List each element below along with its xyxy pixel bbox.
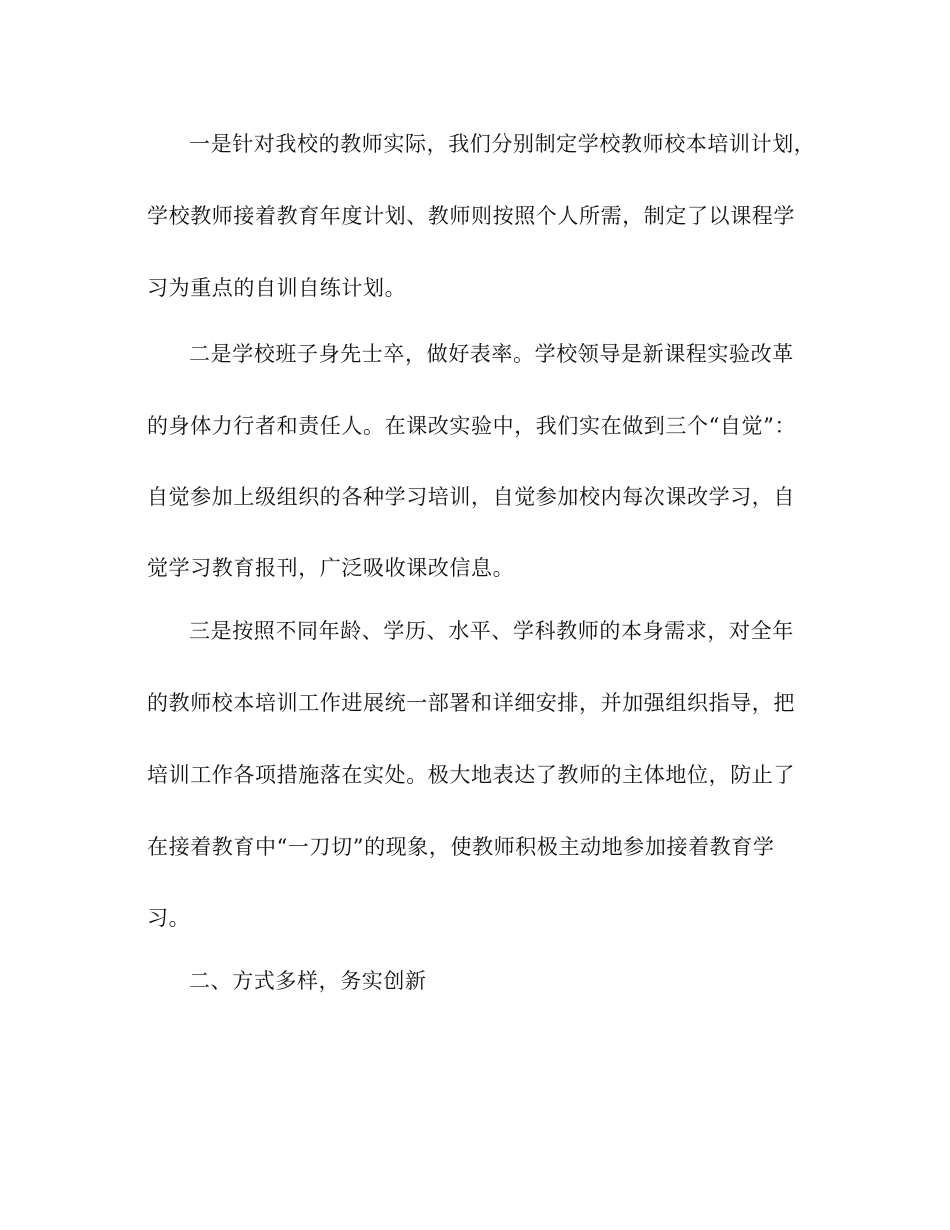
paragraph-1-line-3: 习为重点的自训自练计划。: [147, 276, 407, 300]
paragraph-3-line-2: 的教师校本培训工作进展统一部署和详细安排，并加强组织指导，把: [147, 691, 795, 715]
paragraph-3-line-4: 在接着教育中“一刀切”的现象，使教师积极主动地参加接着教育学: [147, 835, 775, 859]
paragraph-3-line-3: 培训工作各项措施落在实处。极大地表达了教师的主体地位，防止了: [147, 763, 795, 787]
paragraph-2-line-2: 的身体力行者和责任人。在课改实验中，我们实在做到三个“自觉”：: [147, 414, 797, 438]
paragraph-1-line-2: 学校教师接着教育年度计划、教师则按照个人所需，制定了以课程学: [147, 204, 795, 228]
paragraph-1-line-1: 一是针对我校的教师实际，我们分别制定学校教师校本培训计划，: [189, 132, 816, 156]
paragraph-2-line-1: 二是学校班子身先士卒，做好表率。学校领导是新课程实验改革: [189, 342, 794, 366]
paragraph-2-line-4: 觉学习教育报刊，广泛吸收课改信息。: [147, 556, 515, 580]
paragraph-3-line-5: 习。: [147, 906, 191, 930]
section-heading: 二、方式多样，务实创新: [189, 969, 427, 993]
paragraph-2-line-3: 自觉参加上级组织的各种学习培训，自觉参加校内每次课改学习，自: [147, 485, 795, 509]
paragraph-3-line-1: 三是按照不同年龄、学历、水平、学科教师的本身需求，对全年: [189, 619, 794, 643]
